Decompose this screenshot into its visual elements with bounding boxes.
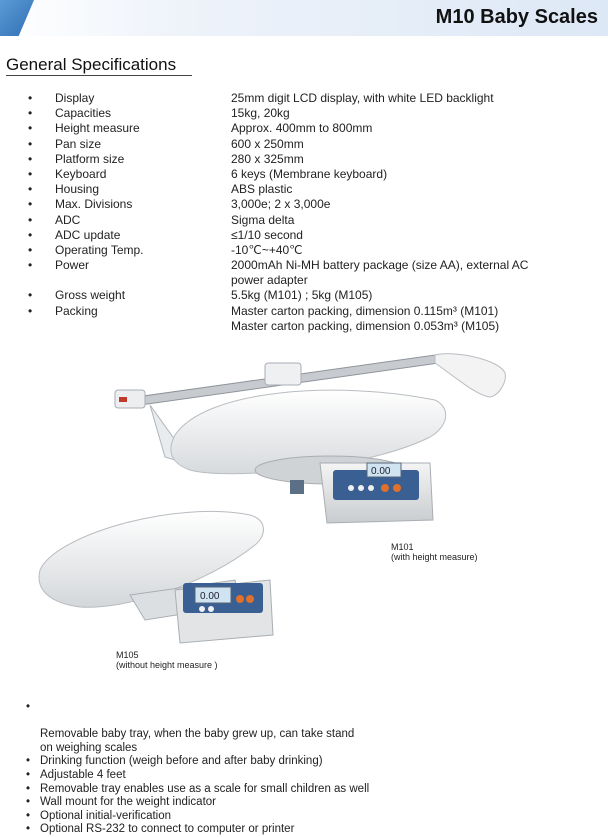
bullet: • (28, 303, 33, 318)
feature-item (26, 755, 369, 769)
bullet: • (26, 809, 31, 822)
bullet: • (28, 242, 33, 257)
spec-label: Gross weight (55, 288, 126, 303)
bullet: • (26, 755, 31, 768)
spec-value: Approx. 400mm to 800mm (231, 121, 373, 136)
spec-value: ≤1/10 second (231, 227, 303, 242)
spec-value: Sigma delta (231, 212, 295, 227)
m105-note-label: (without height measure ) (116, 660, 218, 670)
m105-model-label: M105 (116, 650, 139, 660)
spec-row (0, 243, 608, 258)
spec-row (0, 197, 608, 212)
feature-item (26, 810, 369, 824)
bullet: • (26, 823, 31, 836)
bullet: • (26, 768, 31, 781)
bullet: • (26, 782, 31, 795)
spec-label: ADC (55, 212, 81, 227)
feature-text: Optional RS-232 to connect to computer or printer (40, 823, 295, 836)
spec-label: Platform size (55, 151, 125, 166)
spec-label: Pan size (55, 136, 102, 151)
feature-text: Removable tray enables use as a scale for small children as well (40, 782, 370, 795)
spec-row (0, 152, 608, 167)
spec-value: 6 keys (Membrane keyboard) (231, 166, 388, 181)
spec-row (0, 91, 608, 106)
bullet: • (28, 136, 33, 151)
feature-text: Removable baby tray, when the baby grew up, can take stand on weighing scales (40, 728, 355, 754)
spec-label: Height measure (55, 121, 140, 136)
feature-item (26, 783, 369, 797)
spec-label: Max. Divisions (55, 197, 133, 212)
bullet: • (28, 227, 33, 242)
feature-text: Optional initial-verification (40, 809, 172, 822)
m101-lcd-text: 0.00 (371, 466, 391, 477)
spec-list (0, 91, 608, 334)
spec-row (0, 228, 608, 243)
spec-row (0, 258, 608, 288)
spec-value: 15kg, 20kg (231, 106, 290, 121)
m101-model-label: M101 (391, 542, 414, 552)
bullet: • (28, 106, 33, 121)
spec-row (0, 288, 608, 303)
bullet: • (26, 796, 31, 809)
spec-row (0, 182, 608, 197)
page-title: M10 Baby Scales (435, 6, 598, 28)
spec-label: Power (55, 258, 90, 273)
spec-value: -10℃~+40℃ (231, 242, 303, 257)
m105-product-image (35, 495, 285, 645)
header-accent-stripe (0, 0, 34, 36)
spec-value: 600 x 250mm (231, 136, 304, 151)
feature-item (26, 823, 369, 837)
feature-item (26, 701, 369, 755)
spec-value: Master carton packing, dimension 0.115m³ (M101) Master carton packing, dimension 0.053m³ (M105) (231, 303, 500, 333)
feature-item (26, 769, 369, 783)
feature-item (26, 796, 369, 810)
spec-value: 3,000e; 2 x 3,000e (231, 197, 331, 212)
bullet: • (28, 151, 33, 166)
spec-value: 2000mAh Ni-MH battery package (size AA), external AC power adapter (231, 258, 529, 288)
spec-label: ADC update (55, 227, 121, 242)
m105-lcd-text: 0.00 (200, 591, 220, 602)
header-bar (0, 0, 608, 36)
spec-label: Housing (55, 182, 100, 197)
bullet: • (28, 91, 33, 105)
spec-row (0, 137, 608, 152)
bullet: • (28, 258, 33, 273)
spec-label: Display (55, 91, 95, 105)
spec-row (0, 121, 608, 136)
m101-caption (391, 542, 478, 562)
bullet: • (28, 197, 33, 212)
spec-row (0, 213, 608, 228)
spec-label: Keyboard (55, 166, 107, 181)
spec-value: 280 x 325mm (231, 151, 304, 166)
spec-label: Packing (55, 303, 98, 318)
spec-label: Capacities (55, 106, 112, 121)
bullet: • (26, 701, 31, 713)
bullet: • (28, 182, 33, 197)
spec-label: Operating Temp. (55, 242, 144, 257)
bullet: • (28, 166, 33, 181)
spec-value: ABS plastic (231, 182, 293, 197)
bullet: • (28, 288, 33, 303)
feature-list (26, 701, 369, 837)
feature-text: Drinking function (weigh before and after baby drinking) (40, 755, 323, 768)
spec-row (0, 167, 608, 182)
spec-value: 5.5kg (M101) ; 5kg (M105) (231, 288, 373, 303)
feature-text: Wall mount for the weight indicator (40, 796, 216, 809)
spec-row (0, 304, 608, 334)
spec-value: 25mm digit LCD display, with white LED backlight (231, 91, 494, 105)
bullet: • (28, 212, 33, 227)
section-title: General Specifications (6, 55, 192, 76)
spec-row (0, 106, 608, 121)
m101-note-label: (with height measure) (391, 552, 478, 562)
bullet: • (28, 121, 33, 136)
m105-caption (116, 650, 218, 670)
feature-text: Adjustable 4 feet (40, 768, 126, 781)
